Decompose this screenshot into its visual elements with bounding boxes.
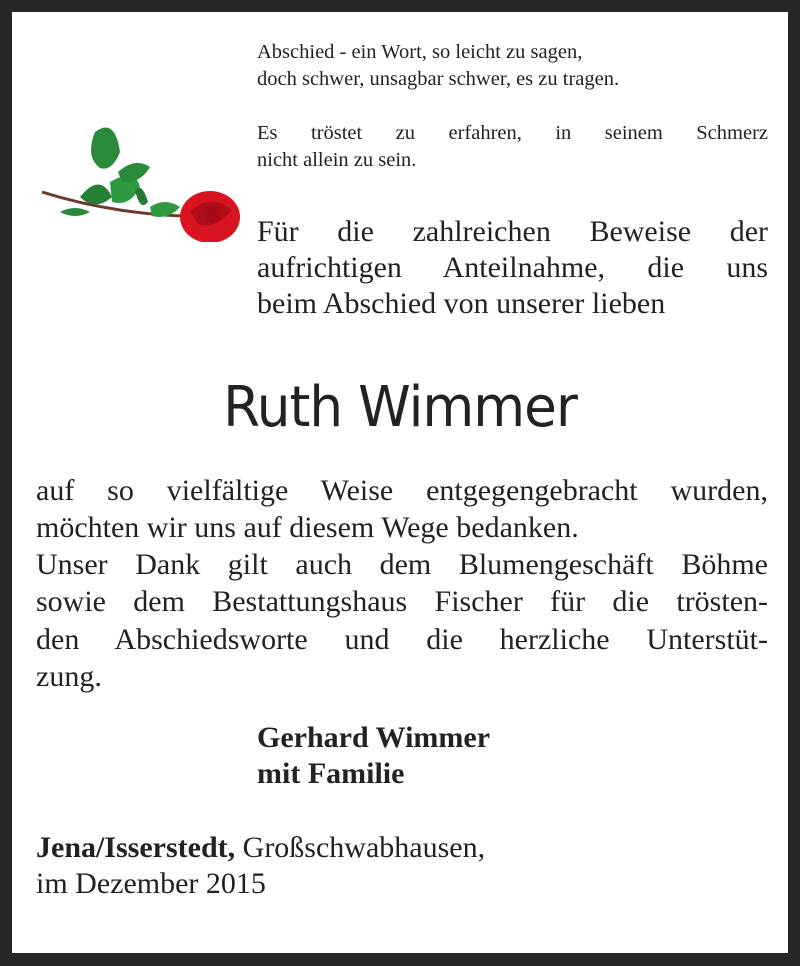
location-line: [36, 830, 485, 866]
intro-line: beim Abschied von unserer lieben: [257, 287, 666, 320]
body-line: auf so vielfältige Weise entgegengebracht wurden,: [36, 474, 768, 507]
rose-image: [40, 112, 250, 242]
body-line: Unser Dank gilt auch dem Blumengeschäft Böhme: [36, 548, 768, 581]
location-bold: Jena/Isserstedt,: [36, 831, 236, 864]
intro-line: Für die zahlreichen Beweise der: [257, 215, 768, 248]
body-line: sowie dem Bestattungshaus Fischer für die trösten-: [36, 585, 768, 618]
body-line: den Abschiedsworte und die herzliche Unterstüt-: [36, 623, 768, 656]
poem-line: Abschied - ein Wort, so leicht zu sagen,: [257, 41, 583, 63]
date-line: im Dezember 2015: [36, 867, 266, 900]
body-line: möchten wir uns auf diesem Wege bedanken.: [36, 511, 579, 544]
poem-line: Es tröstet zu erfahren, in seinem Schmerz: [257, 122, 768, 144]
signature-line: mit Familie: [257, 757, 405, 790]
poem-line: nicht allein zu sein.: [257, 149, 417, 171]
intro-line: aufrichtigen Anteilnahme, die uns: [257, 251, 768, 284]
deceased-name: Ruth Wimmer: [223, 375, 577, 440]
location-rest: Großschwabhausen,: [235, 831, 486, 864]
poem-line: doch schwer, unsagbar schwer, es zu tragen.: [257, 68, 620, 90]
signature-line: Gerhard Wimmer: [257, 721, 491, 754]
body-line: zung.: [36, 660, 102, 693]
notice-page: [12, 12, 788, 953]
